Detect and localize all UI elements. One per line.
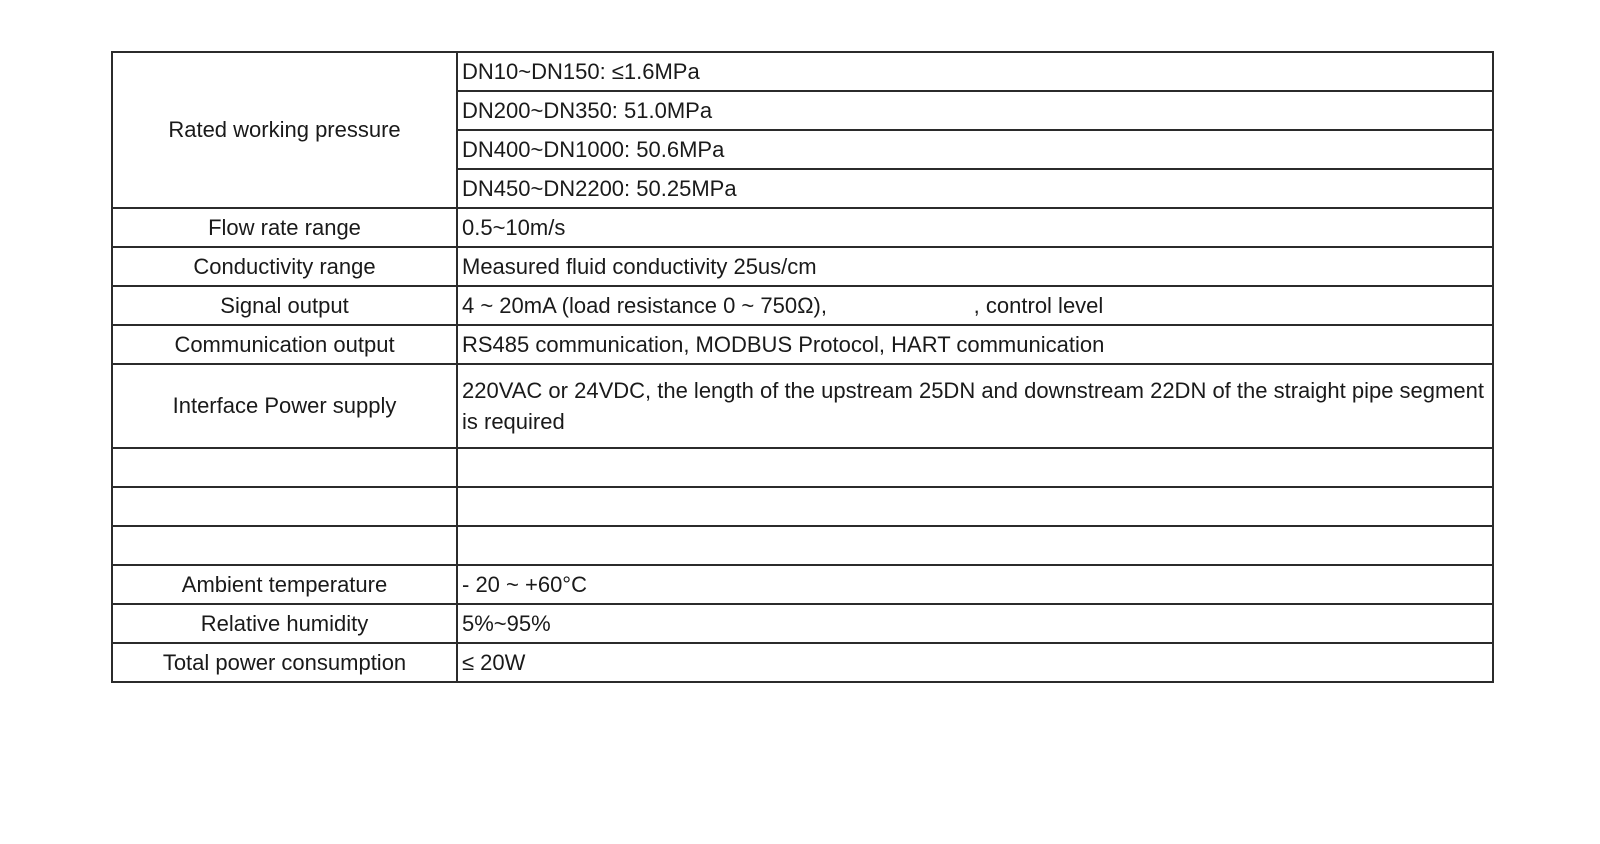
table-row — [112, 604, 1493, 643]
rated-pressure-value: DN200~DN350: 51.0MPa — [457, 91, 1493, 130]
table-row — [112, 643, 1493, 682]
table-row — [112, 286, 1493, 325]
flow-rate-value: 0.5~10m/s — [457, 208, 1493, 247]
power-consumption-label: Total power consumption — [112, 643, 457, 682]
power-supply-label: Interface Power supply — [112, 364, 457, 448]
blank-label — [112, 448, 457, 487]
conductivity-value: Measured fluid conductivity 25us/cm — [457, 247, 1493, 286]
blank-value — [457, 487, 1493, 526]
table-row — [112, 487, 1493, 526]
table-row — [112, 208, 1493, 247]
ambient-temperature-value: - 20 ~ +60°C — [457, 565, 1493, 604]
communication-output-value: RS485 communication, MODBUS Protocol, HART communication — [457, 325, 1493, 364]
ambient-temperature-label: Ambient temperature — [112, 565, 457, 604]
communication-output-label: Communication output — [112, 325, 457, 364]
spec-table — [111, 51, 1494, 683]
relative-humidity-value: 5%~95% — [457, 604, 1493, 643]
rated-pressure-value: DN400~DN1000: 50.6MPa — [457, 130, 1493, 169]
conductivity-label: Conductivity range — [112, 247, 457, 286]
rated-pressure-label: Rated working pressure — [112, 52, 457, 208]
signal-output-value: 4 ~ 20mA (load resistance 0 ~ 750Ω), , control level — [457, 286, 1493, 325]
power-supply-value: 220VAC or 24VDC, the length of the upstream 25DN and downstream 22DN of the straight pipe segment is required — [457, 364, 1493, 448]
table-row — [112, 52, 1493, 91]
table-row — [112, 325, 1493, 364]
table-row — [112, 247, 1493, 286]
table-row — [112, 448, 1493, 487]
flow-rate-label: Flow rate range — [112, 208, 457, 247]
signal-output-label: Signal output — [112, 286, 457, 325]
table-row — [112, 364, 1493, 448]
blank-label — [112, 487, 457, 526]
blank-value — [457, 448, 1493, 487]
rated-pressure-value: DN10~DN150: ≤1.6MPa — [457, 52, 1493, 91]
rated-pressure-value: DN450~DN2200: 50.25MPa — [457, 169, 1493, 208]
table-row — [112, 565, 1493, 604]
table-row — [112, 526, 1493, 565]
relative-humidity-label: Relative humidity — [112, 604, 457, 643]
power-consumption-value: ≤ 20W — [457, 643, 1493, 682]
blank-value — [457, 526, 1493, 565]
blank-label — [112, 526, 457, 565]
